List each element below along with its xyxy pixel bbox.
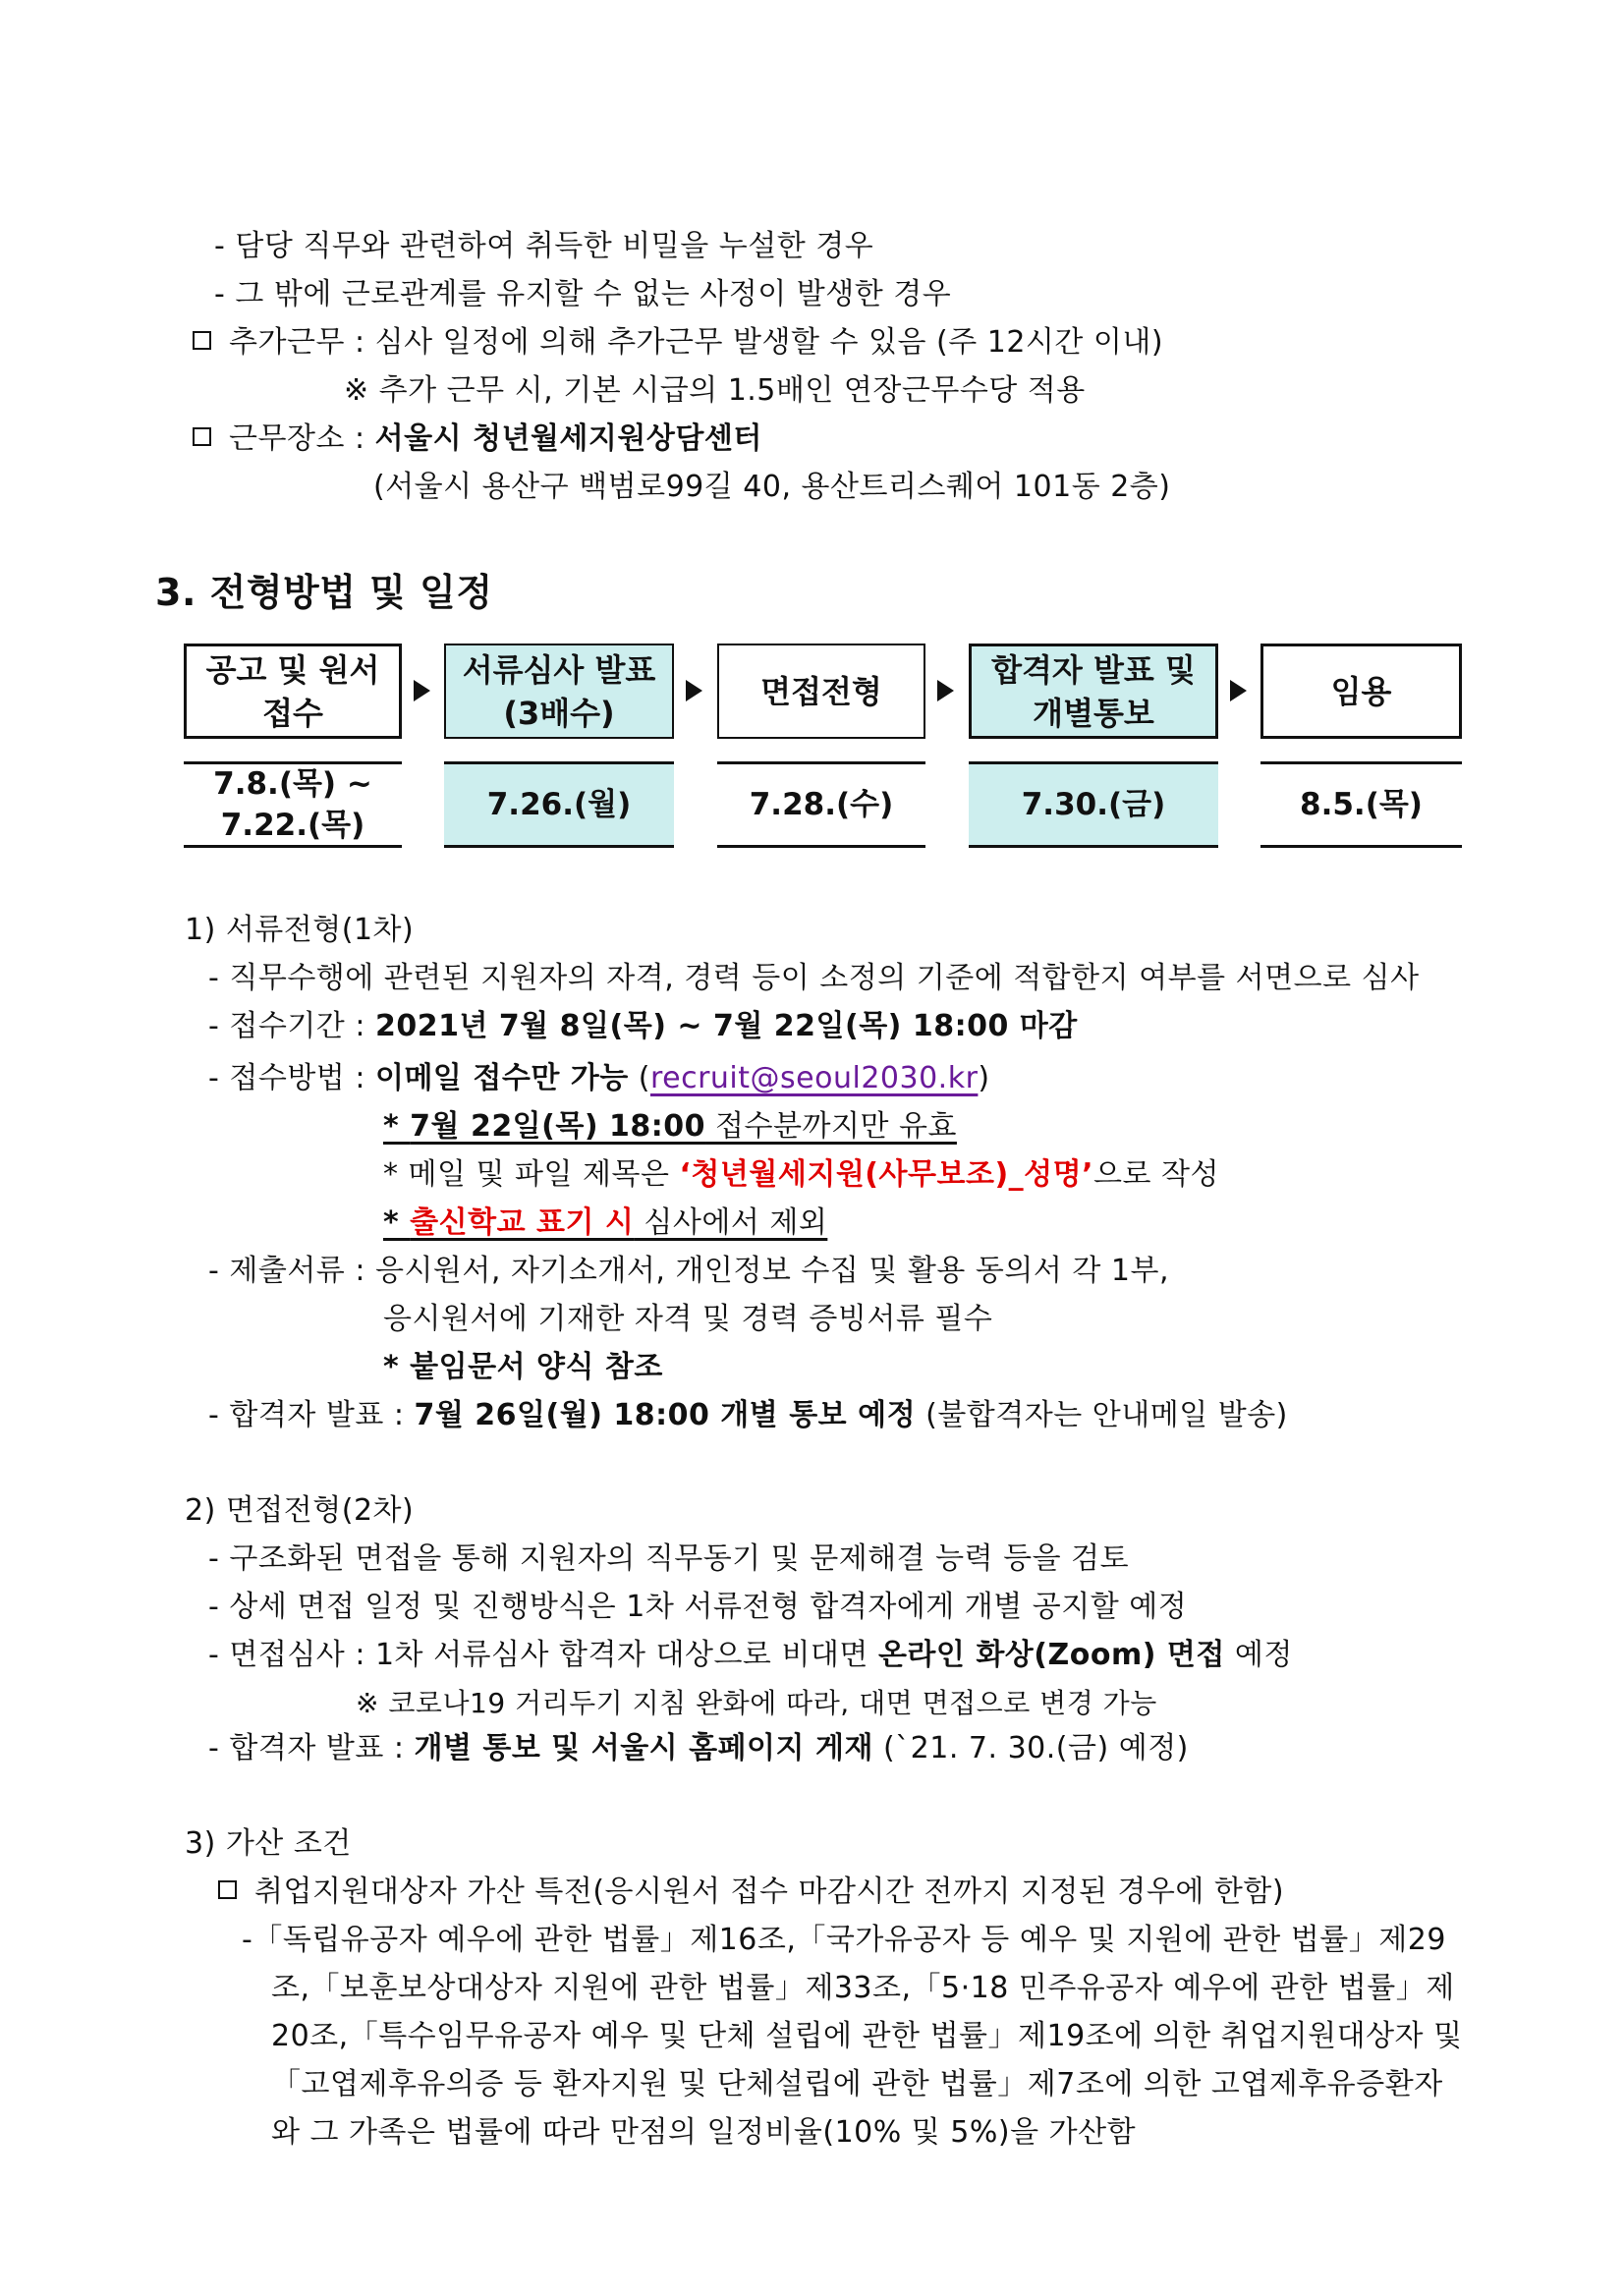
note-deadline-rest: 접수분까지만 유효 [705,1109,957,1144]
workplace-label: 근무장소 : [229,421,375,456]
step-box-final-result [969,644,1218,739]
arrow-right-icon [1230,680,1247,701]
interview-note: ※ 코로나19 거리두기 지침 완화에 따라, 대면 면접으로 변경 가능 [356,1687,1157,1719]
date-text: 7.26.(월) [486,787,632,822]
method-label: - 접수방법 : [208,1061,375,1095]
bonus-paragraph-line: -「독립유공자 예우에 관한 법률」제16조,「국가유공자 등 예우 및 지원에 관한 법률」제29 [242,1923,1446,1957]
announcement-rest: (불합격자는 안내메일 발송) [916,1398,1288,1432]
step-box-document-result [444,644,674,739]
step-label: (3배수) [503,694,615,732]
note-star: * [383,1109,411,1144]
note-school-red: 출신학교 표기 시 [410,1205,635,1240]
bullet-other-reasons: - 그 밖에 근로관계를 유지할 수 없는 사정이 발생한 경우 [214,277,952,311]
subsection-title-interview: 2) 면접전형(2차) [185,1493,415,1528]
submission-continued: 응시원서에 기재한 자격 및 경력 증빙서류 필수 [383,1302,993,1336]
method-value: 이메일 접수만 가능 [374,1061,629,1095]
note-mail-format: ‘청년월세지원(사무보조)_성명’ [679,1157,1094,1192]
arrow-right-icon [686,680,702,701]
step-label: 임용 [1330,672,1392,710]
step-box-announcement [184,644,402,739]
paren: ) [978,1061,990,1095]
note-deadline [383,1104,957,1149]
bonus-head [218,1870,1284,1915]
interview-bullet-schedule: - 상세 면접 일정 및 진행방식은 1차 서류전형 합격자에게 개별 공지할 예정 [208,1590,1188,1624]
section-title: 3. 전형방법 및 일정 [155,571,493,614]
date-text: 8.5.(목) [1300,787,1423,822]
date-text: 7.30.(금) [1021,787,1166,822]
document-bullet-announcement [208,1393,1288,1438]
step-box-hiring [1260,644,1462,739]
step-label: 면접전형 [760,672,882,710]
workplace-line [193,417,762,462]
workplace-address: (서울시 용산구 백범로99길 40, 용산트리스퀘어 101동 2층) [373,470,1171,504]
date-hiring [1260,761,1462,848]
checkbox-square-icon [218,1880,237,1899]
period-label: - 접수기간 : [208,1009,375,1043]
period-value: 2021년 7월 8일(목) ~ 7월 22일(목) 18:00 마감 [374,1009,1078,1043]
note-mail-pre: * 메일 및 파일 제목은 [383,1157,680,1192]
subsection-title-bonus: 3) 가산 조건 [185,1826,352,1861]
submission-note: * 붙임문서 양식 참조 [383,1350,663,1384]
interview-bullet-structure: - 구조화된 면접을 통해 지원자의 직무동기 및 문제해결 능력 등을 검토 [208,1541,1130,1576]
bonus-paragraph-line: 와 그 가족은 법률에 따라 만점의 일정비율(10% 및 5%)을 가산함 [271,2115,1137,2150]
interview-bullet-method [208,1633,1293,1678]
interview-method-bold: 온라인 화상(Zoom) 면접 [877,1638,1225,1672]
document-bullet-period [208,1004,1078,1049]
date-final-result [969,761,1218,848]
note-mail-title [383,1152,1219,1198]
date-interview [717,761,925,848]
bonus-paragraph-line: 「고엽제후유의증 등 환자지원 및 단체설립에 관한 법률」제7조에 의한 고엽제후유증환자 [271,2067,1443,2101]
bonus-head-text: 취업지원대상자 가산 특전(응시원서 접수 마감시간 전까지 지정된 경우에 한함) [254,1875,1285,1909]
date-text: 7.28.(수) [749,787,894,822]
interview-announce-bold: 개별 통보 및 서울시 홈페이지 게재 [414,1731,873,1765]
email-link[interactable]: recruit@seoul2030.kr [649,1061,979,1095]
announcement-label: - 합격자 발표 : [208,1398,415,1432]
bullet-secret-leak: - 담당 직무와 관련하여 취득한 비밀을 누설한 경우 [214,229,874,263]
checkbox-square-icon [193,331,211,350]
paren: ( [628,1061,650,1095]
overtime-note: ※ 추가 근무 시, 기본 시급의 1.5배인 연장근무수당 적용 [344,373,1086,408]
note-school [383,1201,827,1246]
workplace-name: 서울시 청년월세지원상담센터 [374,421,762,456]
interview-method-pre: - 면접심사 : 1차 서류심사 합격자 대상으로 비대면 [208,1638,878,1672]
arrow-right-icon [937,680,954,701]
note-school-rest: 심사에서 제외 [634,1205,828,1240]
checkbox-square-icon [193,427,211,446]
document-bullet-criteria: - 직무수행에 관련된 지원자의 자격, 경력 등이 소정의 기준에 적합한지 여부를 서면으로 심사 [208,961,1420,995]
document-bullet-method [208,1056,990,1101]
subsection-title-document: 1) 서류전형(1차) [185,913,415,947]
bonus-paragraph-line: 20조,「특수임무유공자 예우 및 단체 설립에 관한 법률」제19조에 의한 취업지원대상자 및 [271,2019,1463,2053]
interview-bullet-announcement [208,1726,1189,1771]
step-label: 서류심사 발표 [462,650,656,689]
note-star: * [383,1205,411,1240]
date-announcement [184,761,402,848]
date-text: 7.8.(목) ~ [213,766,372,802]
interview-method-post: 예정 [1224,1638,1293,1672]
announcement-bold: 7월 26일(월) 18:00 개별 통보 예정 [414,1398,917,1432]
note-deadline-bold: 7월 22일(목) 18:00 [410,1109,706,1144]
step-box-interview [717,644,925,739]
step-label: 개별통보 [1033,694,1154,732]
step-label: 공고 및 원서 [205,650,380,689]
interview-announce-label: - 합격자 발표 : [208,1731,415,1765]
overtime-line [193,320,1163,365]
date-text: 7.22.(목) [220,808,365,843]
step-label: 합격자 발표 및 [991,650,1196,689]
note-mail-post: 으로 작성 [1093,1157,1219,1192]
document-bullet-submission: - 제출서류 : 응시원서, 자기소개서, 개인정보 수집 및 활용 동의서 각 1부, [208,1254,1169,1288]
arrow-right-icon [414,680,430,701]
overtime-text: 추가근무 : 심사 일정에 의해 추가근무 발생할 수 있음 (주 12시간 이내) [229,325,1164,360]
bonus-paragraph-line: 조,「보훈보상대상자 지원에 관한 법률」제33조,「5·18 민주유공자 예우에 관한 법률」제 [271,1971,1455,2005]
date-document-result [444,761,674,848]
interview-announce-rest: (`21. 7. 30.(금) 예정) [872,1731,1189,1765]
step-label: 접수 [262,694,323,732]
